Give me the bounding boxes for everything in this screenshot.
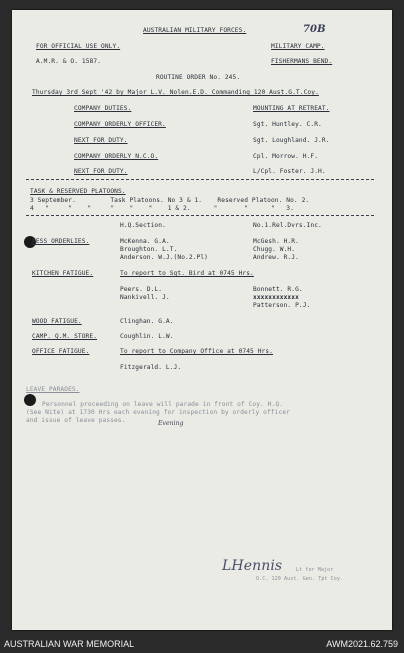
struck-out-entry: xxxxxxxxxxxx	[253, 294, 299, 301]
kitchen-fatigue-member: Nankivell. J.	[120, 294, 170, 301]
mess-orderlies-label: MESS ORDERLIES.	[32, 238, 90, 245]
order-date-line: Thursday 3rd Sept '42 by Major L.V. Nolen.E.D. Commanding 120 Aust.G.T.Coy.	[32, 89, 319, 96]
footer-accession-number: AWM2021.62.759	[326, 639, 398, 649]
duty-label: NEXT FOR DUTY.	[74, 137, 128, 144]
leave-parades-heading: LEAVE PARADES.	[26, 386, 80, 393]
mess-orderly: McKenna. G.A.	[120, 238, 170, 245]
hq-section: H.Q.Section.	[120, 222, 166, 229]
duty-value: Sgt. Huntley. C.R.	[253, 121, 322, 128]
leave-text-line: and issue of leave passes.	[26, 417, 126, 424]
rel-dvrs: No.1.Rel.Dvrs.Inc.	[253, 222, 322, 229]
leave-text-line: (See Nite) at 1730 Hrs each evening for inspection by orderly officer	[26, 409, 290, 416]
mess-orderly: McGesh. H.R.	[253, 238, 299, 245]
signature-block: O.C. 120 Aust. Gen. Tpt Coy.	[256, 576, 344, 582]
official-use-label: FOR OFFICIAL USE ONLY.	[36, 43, 121, 50]
platoons-row: 3 September. Task Platoons. No 3 & 1. Reserved Platoon. No. 2.	[30, 197, 310, 204]
duty-value: Sgt. Loughland. J.R.	[253, 137, 330, 144]
camp-location: FISHERMANS BEND.	[271, 58, 333, 65]
camp-label: MILITARY CAMP.	[271, 43, 325, 50]
handwritten-correction: Evening	[158, 420, 184, 427]
signature-block: Lt for Major	[296, 567, 334, 573]
office-fatigue-note: To report to Company Office at 0745 Hrs.	[120, 348, 274, 355]
section-divider	[26, 215, 374, 216]
duty-value: Cpl. Morrow. H.F.	[253, 153, 319, 160]
mess-orderly: Chugg. W.H.	[253, 246, 296, 253]
office-fatigue-member: Fitzgerald. L.J.	[120, 364, 182, 371]
amr-reference: A.M.R. & O. 1587.	[36, 58, 102, 65]
kitchen-fatigue-member: Bonnett. R.G.	[253, 286, 303, 293]
kitchen-fatigue-note: To report to Sgt. Bird at 0745 Hrs.	[120, 270, 254, 277]
kitchen-fatigue-member: Patterson. P.J.	[253, 302, 311, 309]
routine-order-number: ROUTINE ORDER No. 245.	[156, 74, 241, 81]
duty-label: COMPANY ORDERLY OFFICER.	[74, 121, 166, 128]
leave-text-line: Personnel proceeding on leave will parade in front of Coy. H.Q.	[42, 401, 283, 408]
duty-value: L/Cpl. Foster. J.H.	[253, 168, 326, 175]
kitchen-fatigue-label: KITCHEN FATIGUE.	[32, 270, 94, 277]
wood-fatigue-member: Clinghan. G.A.	[120, 318, 174, 325]
section-divider	[26, 179, 374, 180]
binder-hole	[24, 394, 36, 406]
duty-label: NEXT FOR DUTY.	[74, 168, 128, 175]
handwritten-ref: 70B	[303, 24, 326, 35]
wood-fatigue-label: WOOD FATIGUE.	[32, 318, 82, 325]
office-fatigue-label: OFFICE FATIGUE.	[32, 348, 90, 355]
mess-orderly: Broughton. L.T.	[120, 246, 178, 253]
mess-orderly: Andrew. R.J.	[253, 254, 299, 261]
platoons-heading: TASK & RESERVED PLATOONS.	[30, 188, 126, 195]
kitchen-fatigue-member: Peers. D.L.	[120, 286, 163, 293]
footer-archive-name: AUSTRALIAN WAR MEMORIAL	[4, 639, 135, 649]
company-duties-heading: COMPANY DUTIES.	[74, 105, 132, 112]
qm-store-label: CAMP. Q.M. STORE.	[32, 333, 98, 340]
header-title: AUSTRALIAN MILITARY FORCES.	[143, 27, 247, 34]
duty-label: COMPANY ORDERLY N.C.O.	[74, 153, 159, 160]
mounting-heading: MOUNTING AT RETREAT.	[253, 105, 330, 112]
signature-scrawl: LHennis	[222, 558, 283, 574]
document-page	[12, 10, 392, 630]
qm-store-member: Coughlin. L.W.	[120, 333, 174, 340]
mess-orderly: Anderson. W.J.(No.2.Pl)	[120, 254, 208, 261]
platoons-row: 4 " " " " " " 1 & 2. " " " 3.	[30, 205, 294, 212]
